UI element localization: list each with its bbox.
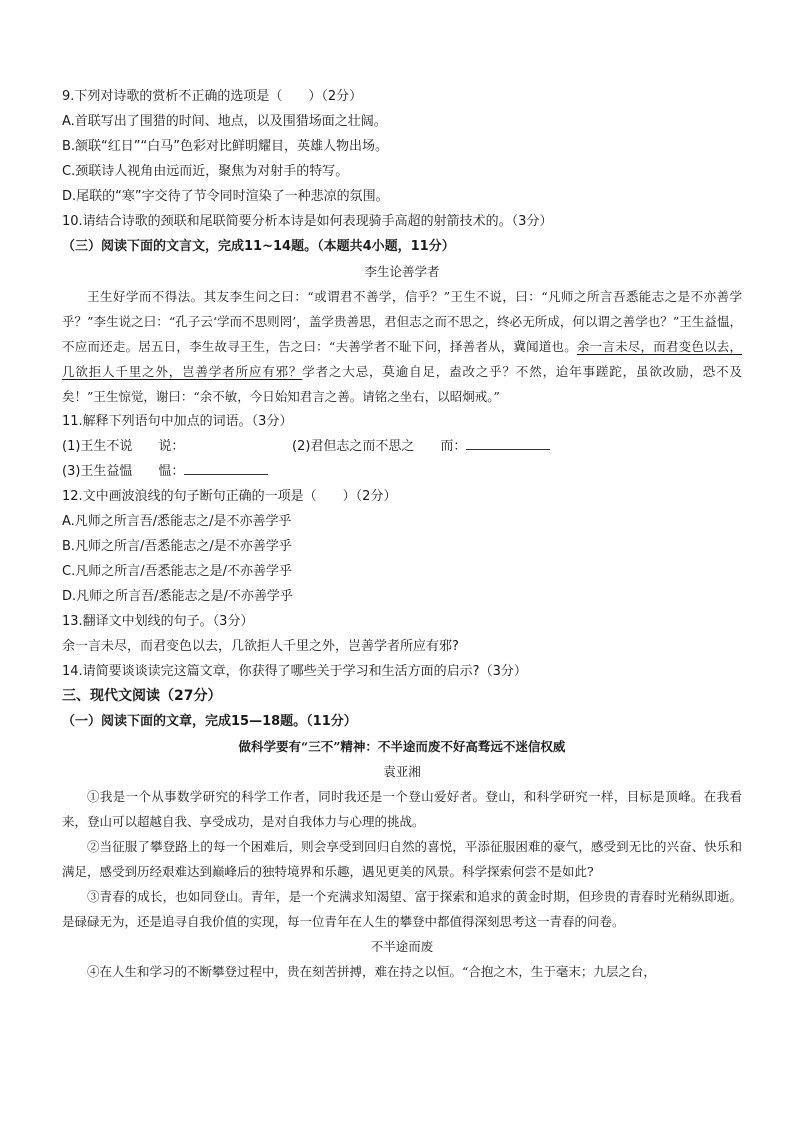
q10-stem: 10.请结合诗歌的颈联和尾联简要分析本诗是如何表现骑手高超的射箭技术的。（3分）: [62, 214, 553, 229]
modern-paragraph-3: ③青春的成长，也如同登山。青年，是一个充满求知渴望、富于探索和追求的黄金时期，但珍贵的青春时光稍纵即逝。是碌碌无为，还是追寻自我价值的实现，每一位青年在人生的攀登中都值得深刻思考这一青春的问卷。: [62, 889, 742, 929]
modern-paragraph-2: ②当征服了攀登路上的每一个困难后，则会享受到回归自然的喜悦，平添征服困难的豪气，感受到无比的兴奋、快乐和满足，感受到历经艰难达到巅峰后的独特境界和乐趣，遇见更美的风景。科学探索何尝不是如此?: [62, 839, 742, 879]
section3-header: （三）阅读下面的文言文，完成11~14题。（本题共4小题，11分）: [62, 239, 455, 254]
q12-option-c: C.凡师之所言/吾悉能志之是/不亦善学乎: [62, 564, 292, 579]
q11-row2: [62, 459, 742, 484]
q12-option-a: A.凡师之所言吾/悉能志之/是不亦善学乎: [62, 514, 292, 529]
answer-blank[interactable]: [466, 435, 550, 450]
modern-author: 袁亚湘: [383, 764, 421, 779]
q13-sentence: 余一言未尽，而君变色以去，几欲拒人千里之外，岂善学者所应有邪?: [62, 639, 459, 654]
modern-subtitle: 不半途而废: [370, 939, 434, 954]
q9-stem: 9.下列对诗歌的赏析不正确的选项是（ ）（2分）: [62, 89, 363, 104]
part3-subheader: （一）阅读下面的文章，完成15—18题。（11分）: [62, 714, 357, 729]
classical-text-1: 王生好学而不得法。其友李生问之曰：“或谓君不善学，信乎？”王生不说，曰：“凡师之所言吾悉能志之是不亦善学乎？”李生说之曰：“孔子云‘学而不思则罔’，盖学贵善思，君但志之而不思之，终必无所成，何以谓之善学也？”王生益愠，不应而还走。居五日，李生故寻王生，告之曰：“夫善学者不耻下问，择善者从，冀闻道也。: [62, 289, 742, 354]
q11-row1: [62, 434, 742, 459]
q14-stem: 14.请简要谈谈读完这篇文章，你获得了哪些关于学习和生活方面的启示?（3分）: [62, 664, 527, 679]
classical-title: 李生论善学者: [364, 264, 440, 279]
modern-title: 做科学要有“三不”精神：不半途而废不好高骛远不迷信权威: [238, 739, 566, 754]
q12-option-b: B.凡师之所言/吾悉能志之/是不亦善学乎: [62, 539, 292, 554]
q12-option-d: D.凡师之所言吾/悉能志之是/不亦善学乎: [62, 589, 293, 604]
q11-item1: (1)王生不说 说：: [62, 439, 185, 454]
q9-option-b: B.颔联“红日”“白马”色彩对比鲜明耀目，英雄人物出场。: [62, 139, 388, 154]
modern-paragraph-1: ①我是一个从事数学研究的科学工作者，同时我还是一个登山爱好者。登山，和科学研究一样，目标是顶峰。在我看来，登山可以超越自我、享受成功，是对自我体力与心理的挑战。: [62, 789, 742, 829]
q13-stem: 13.翻译文中划线的句子。（3分）: [62, 614, 254, 629]
q11-item2: (2)君但志之而不思之 而：: [292, 439, 467, 454]
answer-blank[interactable]: [184, 460, 268, 475]
classical-text-2: 学者之大忌，莫逾自足，盍改之乎？不然，迨年事蹉跎，虽欲改励，恐不及矣！”王生惊觉，谢曰：“余不敏，今日始知君言之善。请铭之坐右，以昭炯戒。”: [62, 364, 742, 404]
part3-header: 三、现代文阅读（27分）: [62, 688, 222, 704]
q9-option-d: D.尾联的“寒”字交待了节令同时渲染了一种悲凉的氛围。: [62, 189, 389, 204]
exam-page: [62, 84, 742, 984]
classical-underlined-sentence: 余一言未尽，而君变色以去，几欲拒人千里之外，岂善学者所应有邪？: [62, 339, 742, 379]
modern-paragraph-4: ④在人生和学习的不断攀登过程中，贵在刻苦拼搏，难在持之以恒。“合抱之木，生于毫末；九层之台，: [87, 964, 656, 979]
classical-passage: [62, 284, 742, 409]
q11-stem: 11.解释下列语句中加点的词语。（3分）: [62, 414, 293, 429]
q11-item3: (3)王生益愠 愠：: [62, 464, 185, 479]
q9-option-c: C.颈联诗人视角由远而近，聚焦为对射手的特写。: [62, 164, 349, 179]
q12-stem: 12.文中画波浪线的句子断句正确的一项是（ ）（2分）: [62, 489, 397, 504]
q9-option-a: A.首联写出了围猎的时间、地点，以及围猎场面之壮阔。: [62, 114, 387, 129]
